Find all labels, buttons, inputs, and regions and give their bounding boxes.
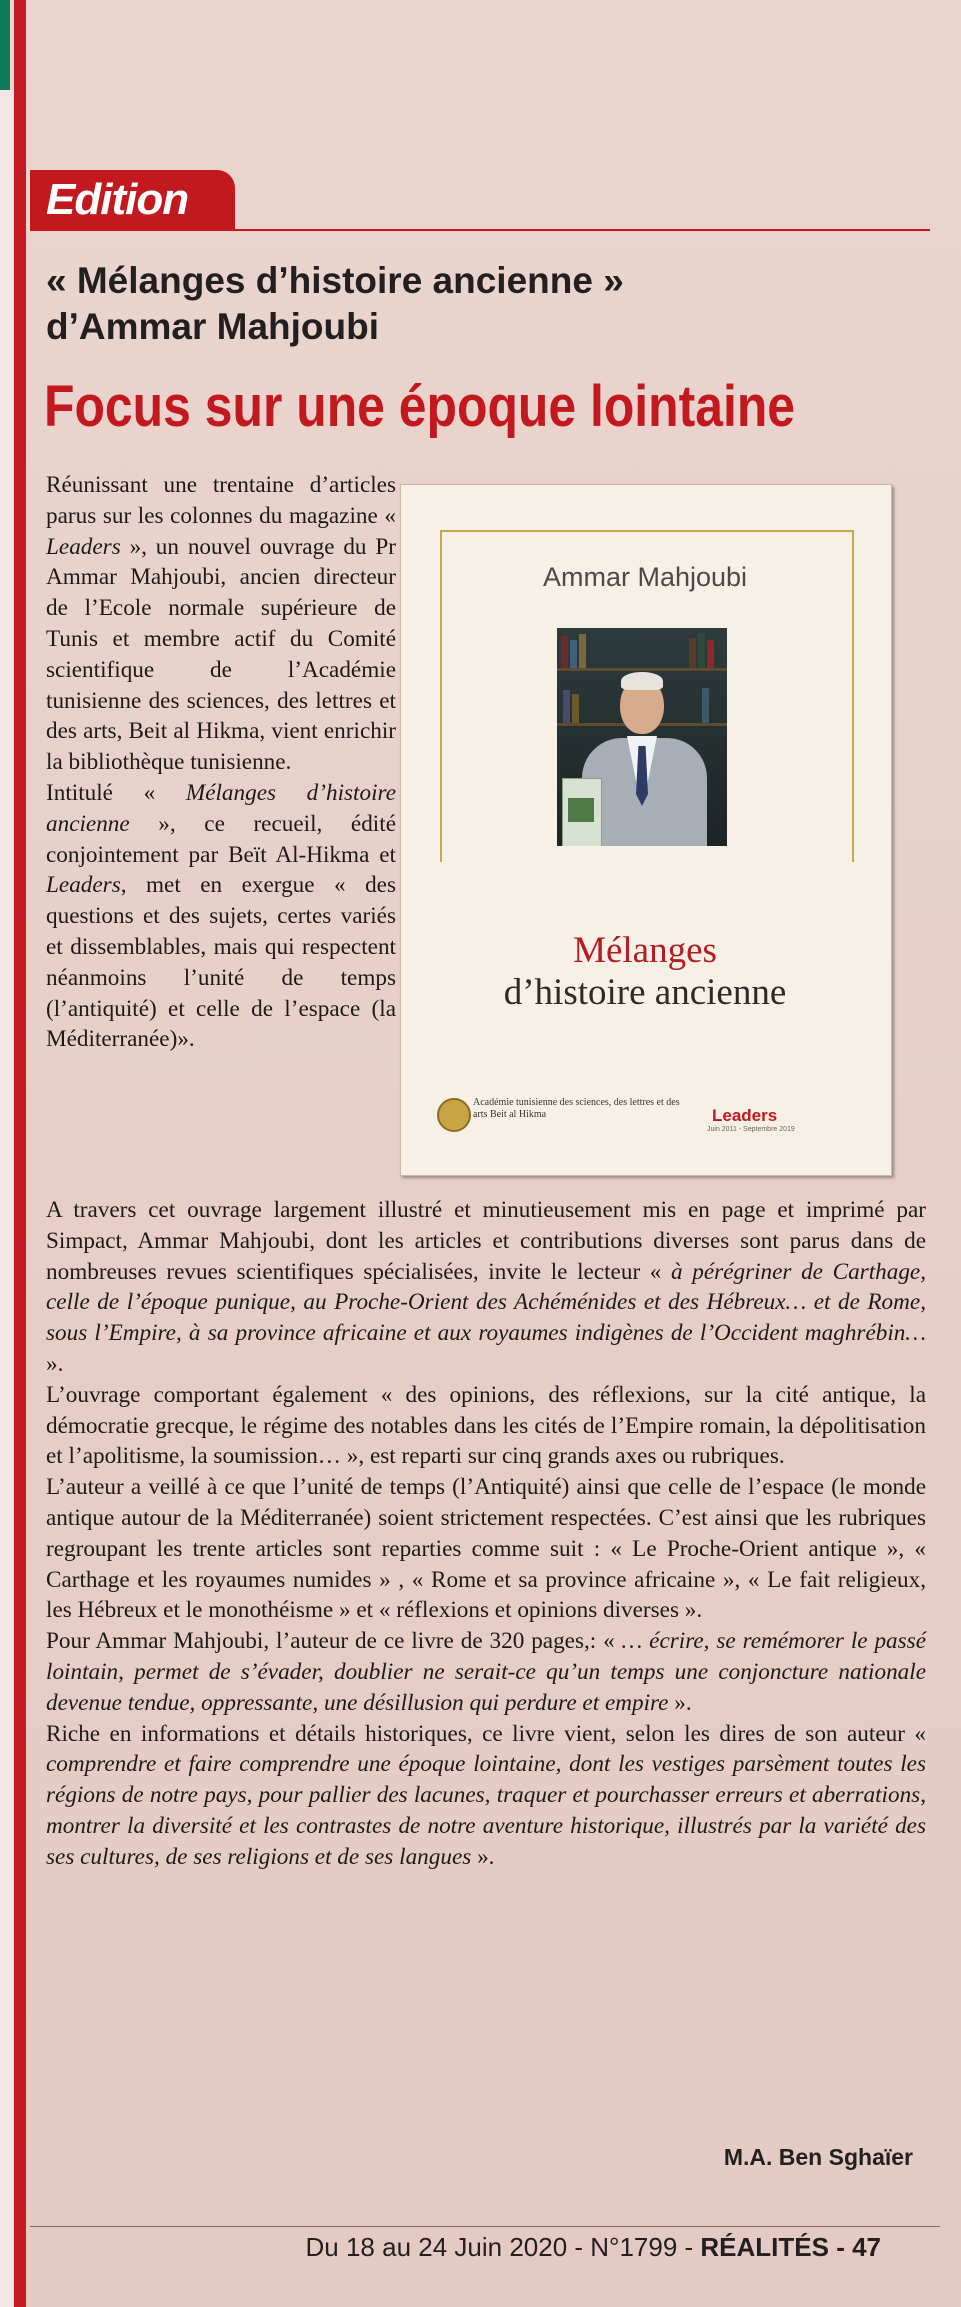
article-column-full xyxy=(46,1195,926,1873)
shelf-book xyxy=(702,688,709,723)
portrait-hair xyxy=(621,672,663,690)
rubric-label: Edition xyxy=(46,175,189,224)
margin-stripe-red xyxy=(14,0,26,2307)
paragraph-2: Intitulé « Mélanges d’histoire ancienne », ce recueil, édité conjointement par Beït Al-Hikma et Leaders, met en exergue « des questions et des sujets, certes variés et dissemblables, mais qui respectent néanmoins l’unité de temps (l’antiquité) et celle de l’espace (la Méditerranée)». xyxy=(46,779,396,1053)
supertitle-line-2: d’Ammar Mahjoubi xyxy=(46,306,380,347)
portrait-held-book-cover xyxy=(568,798,594,822)
footer-rule xyxy=(30,2226,940,2227)
leaders-logo: Leaders xyxy=(712,1106,778,1125)
shelf-book xyxy=(563,690,570,723)
quote-italic: comprendre et faire comprendre une époque lointaine, dont les vestiges parsèment toutes les régions de notre pays, pour pallier des lacunes, traquer et pourchasser erreurs et aberrations, montrer la diversité et les contrastes de notre aventure historique, illustrés par la variété des ses cultures, de ses religions et de ses langues xyxy=(46,1751,926,1870)
supertitle-line-1: « Mélanges d’histoire ancienne » xyxy=(46,260,624,301)
cover-author: Ammar Mahjoubi xyxy=(542,562,748,592)
shelf-book xyxy=(579,634,586,668)
paragraph-1: Réunissant une trentaine d’articles parus sur les colonnes du magazine « Leaders », un nouvel ouvrage du Pr Ammar Mahjoubi, ancien directeur de l’Ecole normale supérieure de Tunis et membre actif du Comité scientifique de l’Académie tunisienne des sciences, des lettres et des arts, Beit al Hikma, vient enrichir la bibliothèque tunisienne. xyxy=(46,472,396,776)
shelf-book xyxy=(561,636,568,668)
leaders-sub: Juin 2011 - Septembre 2019 xyxy=(707,1126,795,1133)
footer-magazine: RÉALITÉS xyxy=(700,2232,829,2262)
academy-seal-icon xyxy=(437,1098,471,1132)
footer-dates: Du 18 au 24 Juin 2020 - N°1799 - xyxy=(305,2232,701,2262)
headline: Focus sur une époque lointaine xyxy=(44,374,796,439)
shelf-book xyxy=(698,633,705,668)
author-portrait xyxy=(557,628,727,846)
paragraph-6: Pour Ammar Mahjoubi, l’auteur de ce livre de 320 pages,: « … écrire, se remémorer le passé lointain, permet de s’évader, doublier ne serait-ce qu’un temps une conjoncture nationale devenue tendue, oppressante, une désillusion qui perdure et empire ». xyxy=(46,1628,926,1716)
book-title-italic: Mélanges d’histoire ancienne xyxy=(46,779,396,837)
rubric-rule xyxy=(30,229,930,231)
bookshelf xyxy=(557,668,727,671)
paragraph-3: A travers cet ouvrage largement illustré et minutieusement mis en page et imprimé par Simpact, Ammar Mahjoubi, dont les articles et contributions diverses sont parus dans de nombreuses revues scientifiques spécialisées, invite le lecteur « à pérégriner de Carthage, celle de l’époque punique, au Proche-Orient des Achéménides et des Hébreux… et de Rome, sous l’Empire, à sa province africaine et aux royaumes indigènes de l’Occident maghrébin… ». xyxy=(46,1197,927,1377)
cover-title xyxy=(440,930,850,1014)
shelf-book xyxy=(570,640,577,668)
cover-title-line-1: Mélanges xyxy=(573,930,717,971)
quote-italic: à pérégriner de Carthage, celle de l’époque punique, au Proche-Orient des Achéménides et des Hébreux… et de Rome, sous l’Empire, à sa province africaine et aux royaumes indigènes de l’Occident maghrébin… xyxy=(46,1258,927,1347)
shelf-book xyxy=(572,694,579,723)
paragraph-5: L’auteur a veillé à ce que l’unité de temps (l’Antiquité) ainsi que celle de l’espace (le monde antique autour de la Méditerranée) soient strictement respectées. C’est ainsi que les rubriques regroupant les trente articles sont reparties comme suit : « Le Proche-Orient antique », « Carthage et les royaumes numides » , « Rome et sa province africaine », « Le fait religieux, les Hébreux et le monothéisme » et « réflexions et opinions diverses ». xyxy=(46,1474,926,1624)
shelf-book xyxy=(689,638,696,668)
leaders-italic: Leaders xyxy=(46,533,121,560)
article-column-narrow xyxy=(46,470,396,1055)
cover-title-line-2: d’histoire ancienne xyxy=(503,972,787,1013)
footer-separator: - xyxy=(828,2232,853,2262)
leaders-italic: Leaders xyxy=(46,872,121,899)
shelf-book xyxy=(707,640,714,668)
margin-stripe-pale xyxy=(0,90,14,2307)
cover-academy: Académie tunisienne des sciences, des lettres et des arts Beit al Hikma xyxy=(473,1097,680,1120)
supertitle xyxy=(46,258,926,350)
author-signature: M.A. Ben Sghaïer xyxy=(723,2144,913,2170)
paragraph-7: Riche en informations et détails historiques, ce livre vient, selon les dires de son auteur « comprendre et faire comprendre une époque lointaine, dont les vestiges parsèment toutes les régions de notre pays, pour pallier des lacunes, traquer et pourchasser erreurs et aberrations, montrer la diversité et les contrastes de notre aventure historique, illustrés par la variété des ses cultures, de ses religions et de ses langues ». xyxy=(46,1720,926,1870)
page-footer xyxy=(306,2232,881,2263)
quote-italic: … écrire, se remémorer le passé lointain, permet de s’évader, doublier ne serait-ce qu’un temps une conjoncture nationale devenue tendue, oppressante, une désillusion qui perdure et empire xyxy=(46,1628,926,1716)
margin-stripe-green xyxy=(0,0,10,90)
paragraph-4: L’ouvrage comportant également « des opinions, des réflexions, sur la cité antique, la démocratie grecque, le régime des notables dans les cités de l’Empire romain, la dépolitisation et l’apolitisme, la soumission… », est reparti sur cinq grands axes ou rubriques. xyxy=(46,1381,926,1470)
footer-page-number: 47 xyxy=(852,2232,881,2262)
